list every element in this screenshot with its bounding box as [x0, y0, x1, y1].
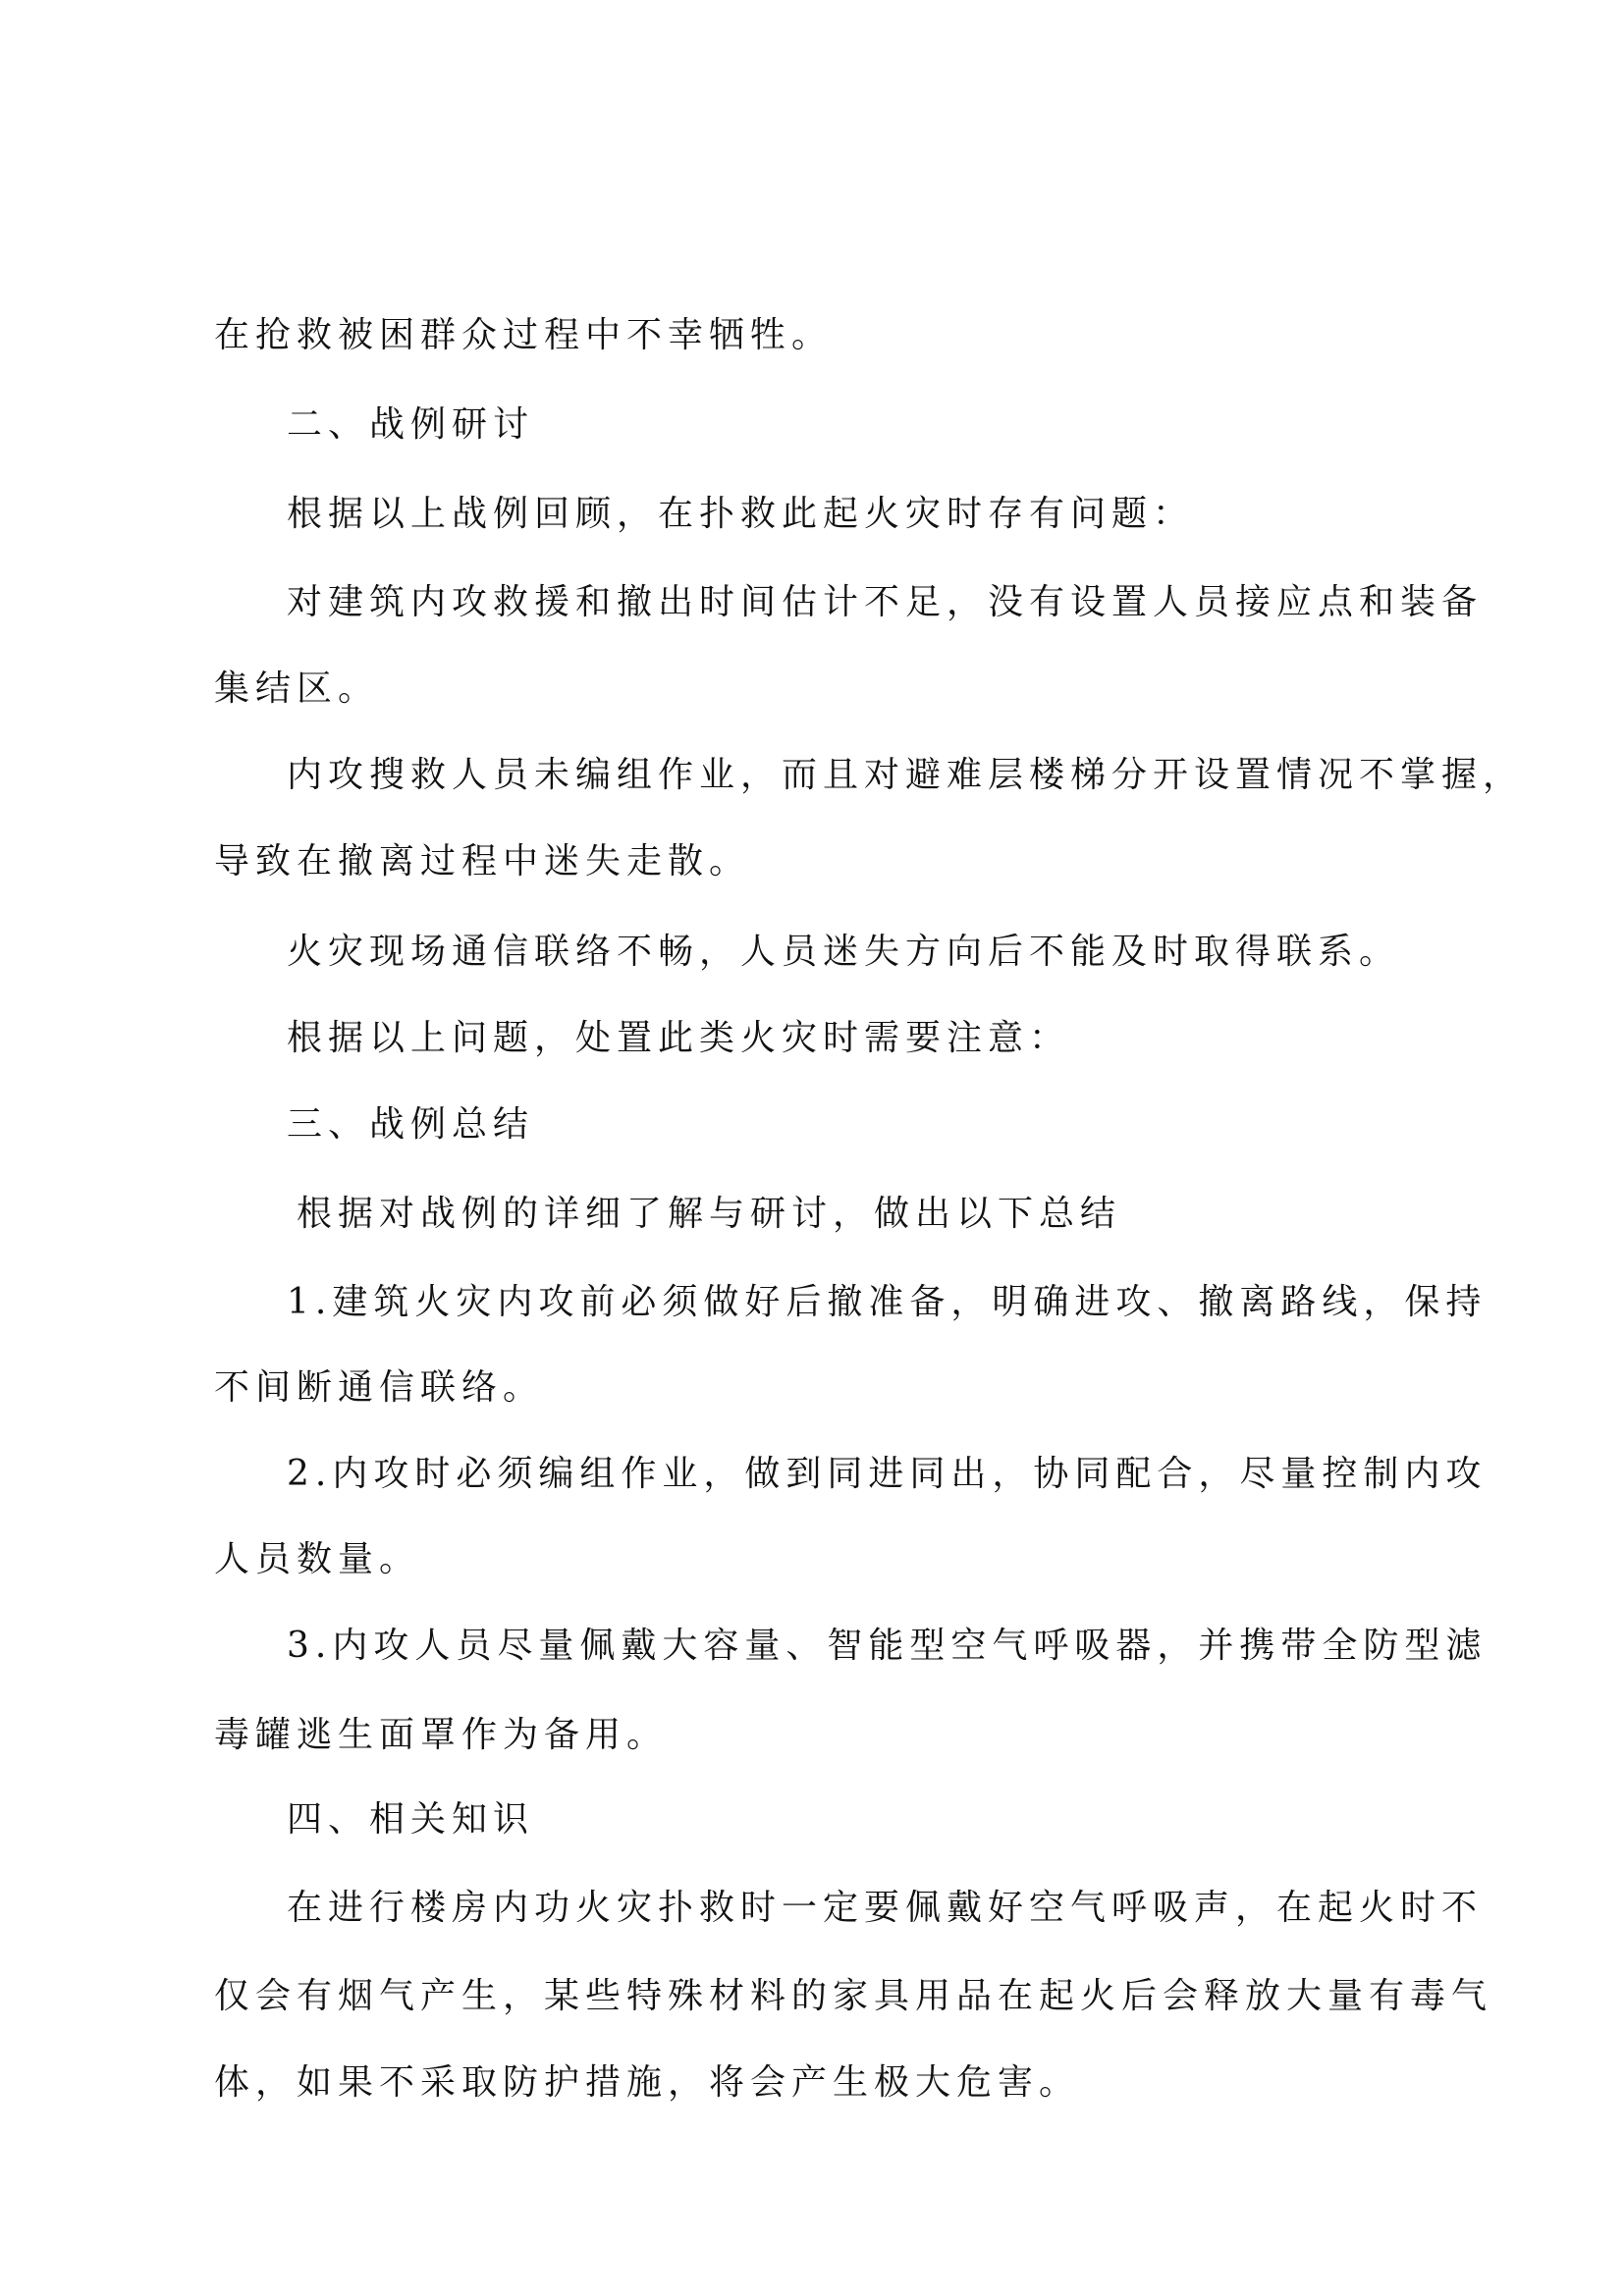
paragraph-line: 在进行楼房内功火灾扑救时一定要佩戴好空气呼吸声，在起火时不 [287, 1888, 1484, 1928]
list-item-line: 毒罐逃生面罩作为备用。 [214, 1715, 669, 1755]
paragraph-line: 在抢救被困群众过程中不幸牺牲。 [214, 315, 834, 355]
paragraph-line: 根据以上战例回顾，在扑救此起火灾时存有问题： [287, 494, 1195, 534]
section-heading: 二、战例研讨 [287, 404, 535, 445]
paragraph-line: 根据以上问题，处置此类火灾时需要注意： [287, 1018, 1071, 1058]
list-item-line: 2.内攻时必须编组作业，做到同进同出，协同配合，尽量控制内攻 [287, 1454, 1488, 1494]
paragraph-line: 导致在撤离过程中迷失走散。 [214, 841, 751, 881]
paragraph-line: 仅会有烟气产生，某些特殊材料的家具用品在起火后会释放大量有毒气 [214, 1976, 1493, 2016]
list-item-line: 人员数量。 [214, 1539, 421, 1579]
paragraph-line: 火灾现场通信联络不畅，人员迷失方向后不能及时取得联系。 [287, 932, 1401, 972]
list-item-line: 不间断通信联络。 [214, 1367, 545, 1408]
list-item-line: 3.内攻人员尽量佩戴大容量、智能型空气呼吸器，并携带全防型滤 [287, 1626, 1488, 1666]
paragraph-line: 集结区。 [214, 668, 380, 709]
paragraph-line: 根据对战例的详细了解与研讨，做出以下总结 [297, 1194, 1122, 1234]
list-item-line: 1.建筑火灾内攻前必须做好后撤准备，明确进攻、撤离路线，保持 [287, 1282, 1488, 1322]
paragraph-line: 体，如果不采取防护措施，将会产生极大危害。 [214, 2062, 1081, 2103]
section-heading: 四、相关知识 [287, 1799, 535, 1840]
paragraph-line: 内攻搜救人员未编组作业，而且对避难层楼梯分开设置情况不掌握， [287, 755, 1525, 795]
section-heading: 三、战例总结 [287, 1104, 535, 1145]
paragraph-line: 对建筑内攻救援和撤出时间估计不足，没有设置人员接应点和装备 [287, 582, 1484, 622]
